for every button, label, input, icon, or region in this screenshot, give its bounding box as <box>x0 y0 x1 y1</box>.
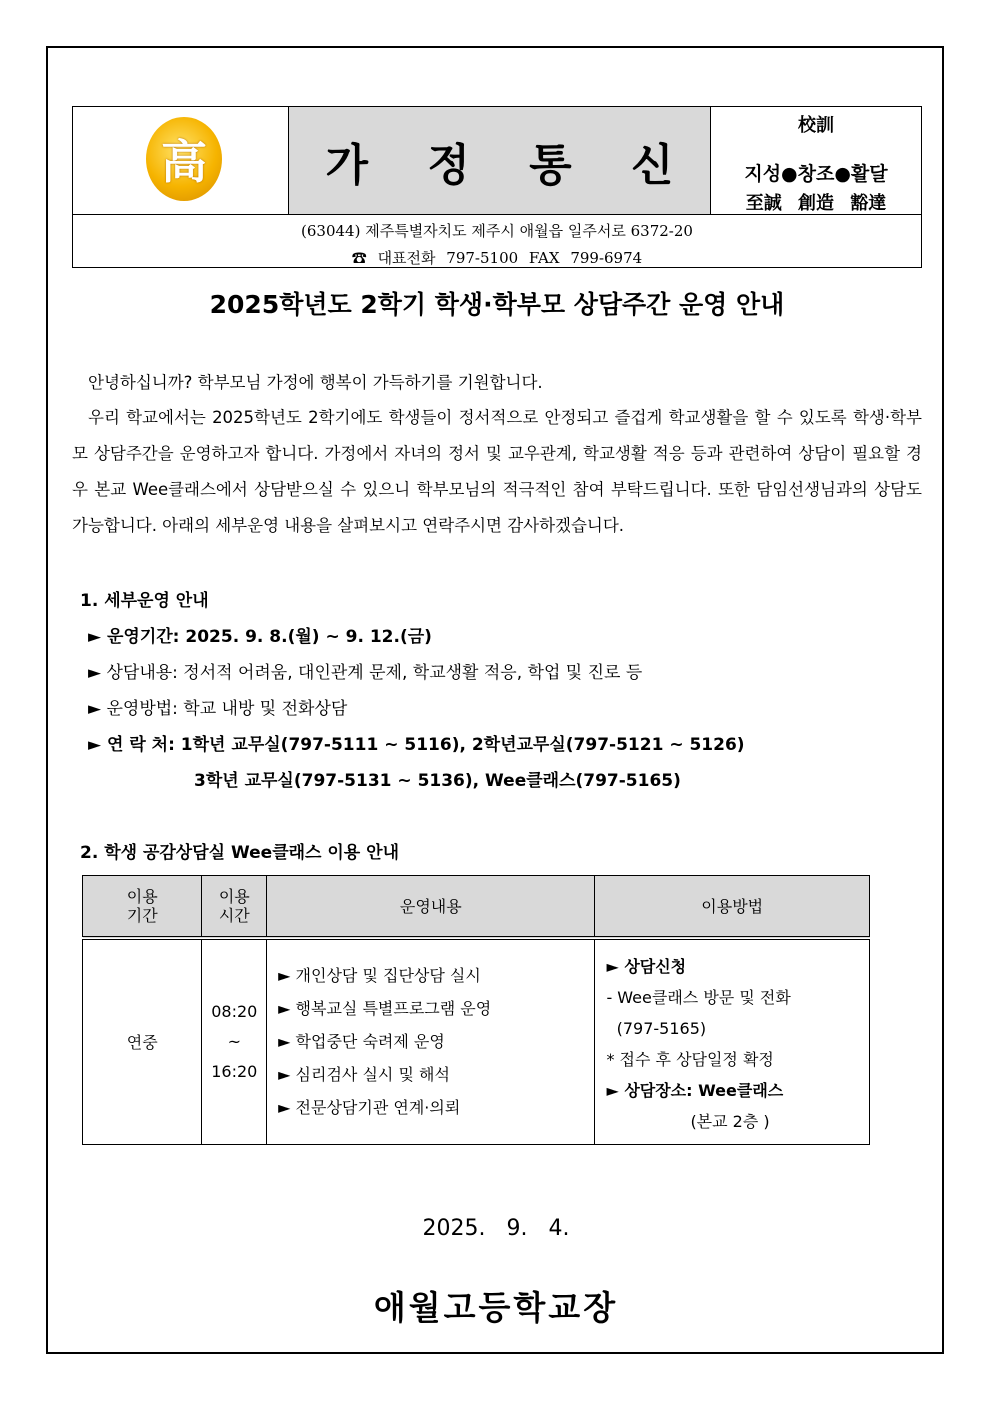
header-contents: 운영내용 <box>267 876 595 939</box>
list-item: ► 심리검사 실시 및 해석 <box>278 1065 450 1084</box>
cell-contents <box>267 938 595 1144</box>
list-item: ► 행복교실 특별프로그램 운영 <box>278 999 492 1018</box>
section1-heading: 1. 세부운영 안내 <box>80 591 209 611</box>
school-motto <box>711 107 921 214</box>
section2-heading: 2. 학생 공감상담실 Wee클래스 이용 안내 <box>80 843 399 863</box>
motto-hanja: 至誠 創造 豁達 <box>745 193 887 214</box>
document-title: 2025학년도 2학기 학생·학부모 상담주간 운영 안내 <box>209 290 785 319</box>
header-method: 이용방법 <box>595 876 870 939</box>
detail-item-contact-cont: 3학년 교무실(797-5131 ~ 5136), Wee클래스(797-5165) <box>194 771 681 791</box>
newsletter-title-cell <box>289 107 711 214</box>
logo-cell <box>73 107 289 214</box>
header-time: 이용 시간 <box>202 876 267 939</box>
motto-korean: 지성●창조●활달 <box>744 163 888 185</box>
list-item: (본교 2층 ) <box>690 1112 770 1131</box>
wee-class-table <box>82 875 870 1145</box>
principal-signature: 애월고등학교장 <box>373 1288 619 1327</box>
detail-item-content: ► 상담내용: 정서적 어려움, 대인관계 문제, 학교생활 적응, 학업 및 진로 등 <box>88 663 643 683</box>
list-item: ► 상담신청 <box>606 957 687 976</box>
list-item: ► 상담장소: Wee클래스 <box>606 1081 784 1100</box>
school-phone: ☎ 대표전화 797-5100 FAX 799-6974 <box>351 249 643 267</box>
list-item: * 접수 후 상담일정 확정 <box>606 1050 774 1069</box>
motto-label: 校訓 <box>798 115 834 136</box>
list-item: ► 개인상담 및 집단상담 실시 <box>278 966 481 985</box>
school-address: (63044) 제주특별자치도 제주시 애월읍 일주서로 6372-20 <box>301 222 693 240</box>
newsletter-title: 가 정 통 신 <box>325 139 696 191</box>
cell-time: 08:20 ~ 16:20 <box>202 938 267 1144</box>
intro-body: 우리 학교에서는 2025학년도 2학기에도 학생들이 정서적으로 안정되고 즐겁게 학교생활을 할 수 있도록 학생·학부모 상담주간을 운영하고자 합니다. 가정에서 자녀의 정서 및 교우관계, 학교생활 적응 등과 관련하여 상담이 필요할 경우 본교 Wee클래스에서 상담받으실 수 있으니 학부모님의 적극적인 참여 부탁드립니다. 또한 담임선생님과의 상담도 가능합니다. 아래의 세부운영 내용을 살펴보시고 연락주시면 감사하겠습니다. <box>72 408 922 535</box>
list-item: - Wee클래스 방문 및 전화 <box>606 988 791 1007</box>
school-logo: 高 <box>146 117 222 201</box>
list-item: (797-5165) <box>606 1019 707 1038</box>
address-row <box>73 214 921 267</box>
issue-date: 2025. 9. 4. <box>422 1216 570 1241</box>
intro-greeting: 안녕하십니까? 학부모님 가정에 행복이 가득하기를 기원합니다. <box>88 373 543 392</box>
list-item: ► 전문상담기관 연계·의뢰 <box>278 1098 461 1117</box>
detail-item-contact: ► 연 락 처: 1학년 교무실(797-5111 ~ 5116), 2학년교무실(797-5121 ~ 5126) <box>88 735 745 755</box>
list-item: ► 학업중단 숙려제 운영 <box>278 1032 445 1051</box>
cell-method <box>595 938 870 1144</box>
cell-period: 연중 <box>83 938 202 1144</box>
newsletter-header <box>72 106 922 268</box>
detail-item-period: ► 운영기간: 2025. 9. 8.(월) ~ 9. 12.(금) <box>88 627 432 647</box>
detail-item-method: ► 운영방법: 학교 내방 및 전화상담 <box>88 699 348 719</box>
header-period: 이용 기간 <box>83 876 202 939</box>
